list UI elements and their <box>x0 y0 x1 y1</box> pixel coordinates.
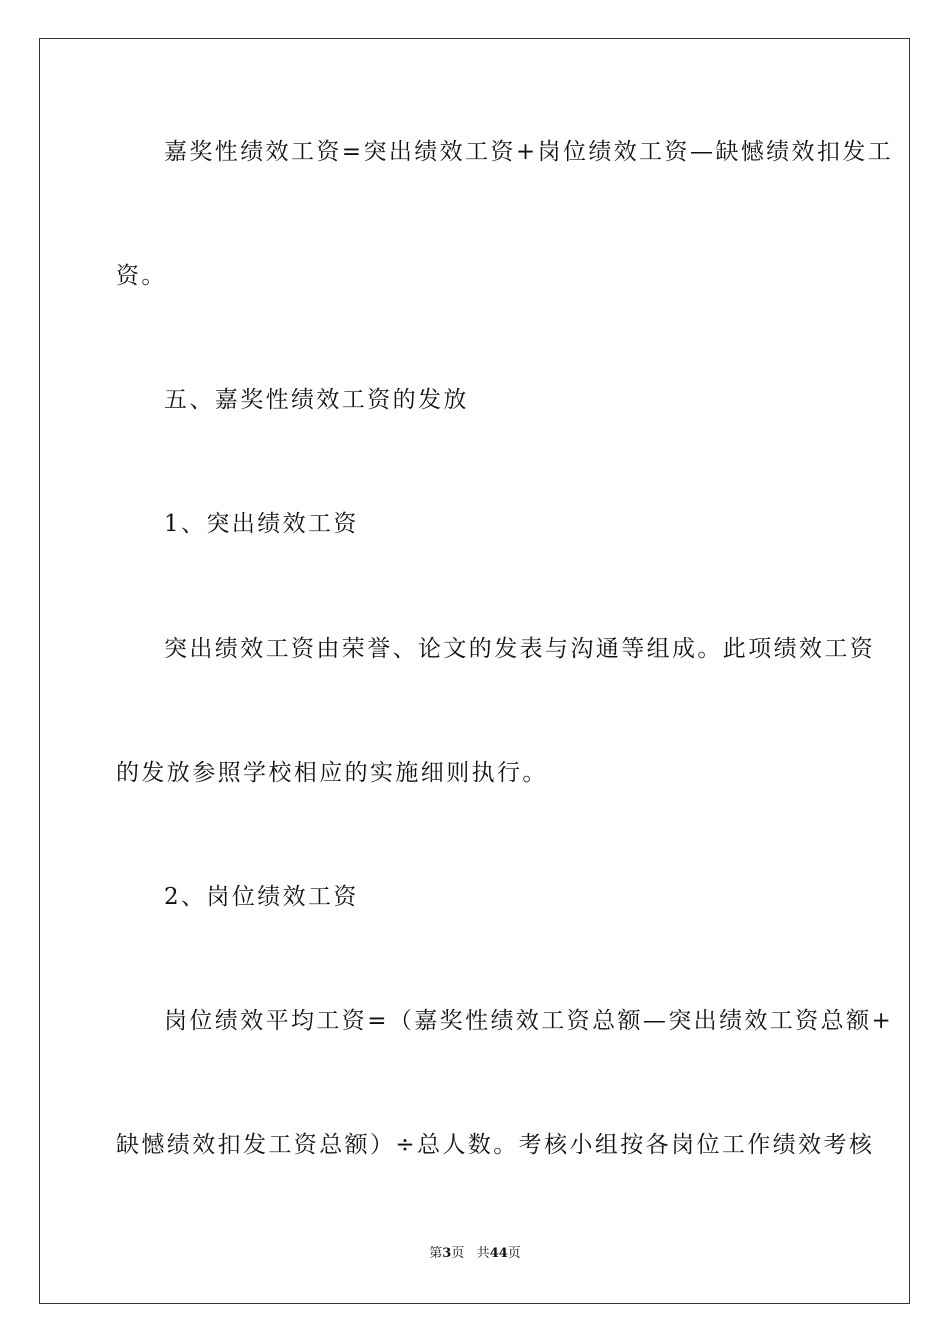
page-footer <box>0 1245 950 1263</box>
section-heading-5: 五、嘉奖性绩效工资的发放 <box>164 387 469 413</box>
subsection-heading-2: 2、岗位绩效工资 <box>164 884 359 910</box>
subsection-heading-1: 1、突出绩效工资 <box>164 511 359 537</box>
body-line-5: 岗位绩效平均工资=（嘉奖性绩效工资总额—突出绩效工资总额+ <box>164 1008 894 1034</box>
body-line-1: 嘉奖性绩效工资=突出绩效工资+岗位绩效工资—缺憾绩效扣发工 <box>164 139 894 165</box>
page-frame <box>39 38 910 1304</box>
footer-page-number: 3 <box>442 1246 452 1261</box>
footer-page-prefix: 第 <box>429 1246 443 1261</box>
footer-total-prefix: 共 <box>476 1246 490 1261</box>
footer-total-pages: 44 <box>489 1246 508 1261</box>
body-line-3: 突出绩效工资由荣誉、论文的发表与沟通等组成。此项绩效工资 <box>164 636 876 662</box>
body-line-4: 的发放参照学校相应的实施细则执行。 <box>116 760 548 786</box>
footer-total-suffix: 页 <box>507 1246 521 1261</box>
body-line-2: 资。 <box>116 263 167 289</box>
footer-page-suffix: 页 <box>451 1246 465 1261</box>
body-line-6: 缺憾绩效扣发工资总额）÷总人数。考核小组按各岗位工作绩效考核 <box>116 1132 875 1158</box>
